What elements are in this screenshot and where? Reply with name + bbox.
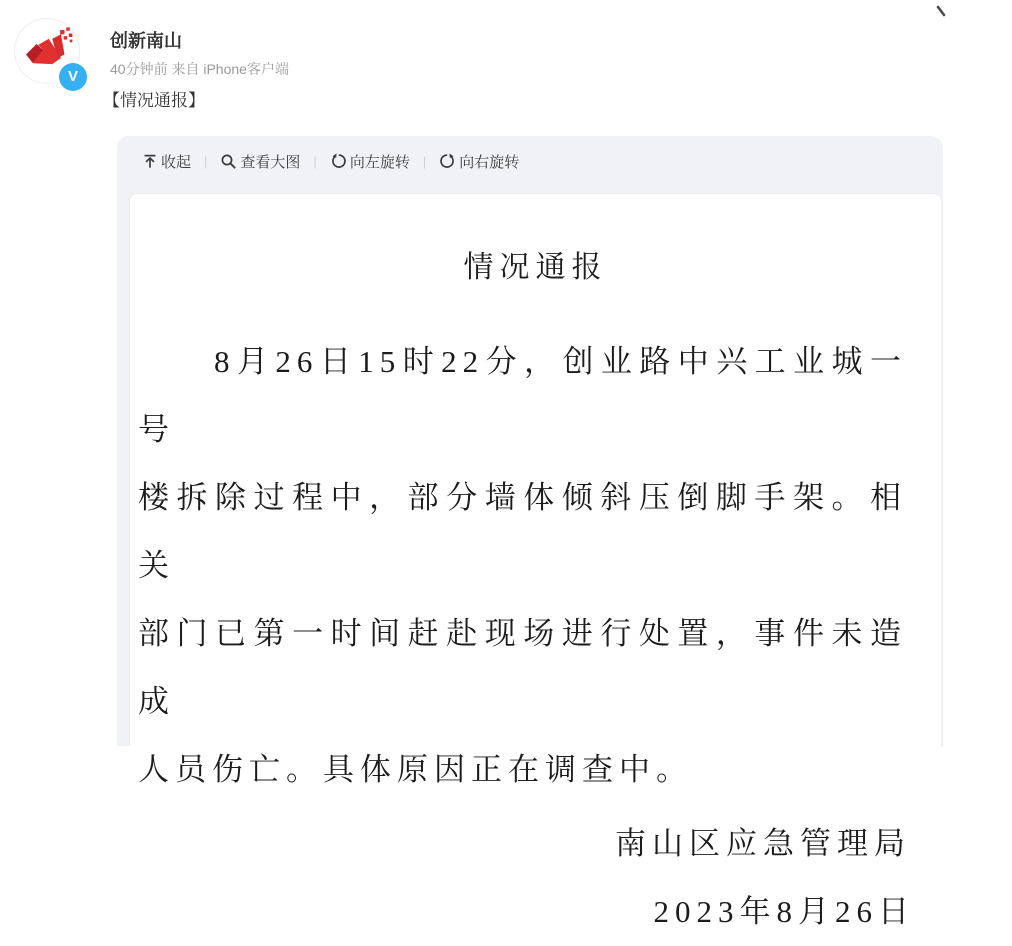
notice-line: 8月26日15时22分，创业路中兴工业城一号 bbox=[138, 344, 907, 447]
avatar[interactable] bbox=[14, 18, 80, 84]
notice-body bbox=[138, 328, 907, 804]
notice-line: 楼拆除过程中，部分墙体倾斜压倒脚手架。相关 bbox=[138, 480, 907, 583]
toolbar-separator: | bbox=[313, 153, 317, 169]
magnifier-icon bbox=[220, 153, 237, 170]
notice-signature: 南山区应急管理局 bbox=[615, 826, 911, 861]
collapse-button[interactable] bbox=[142, 151, 191, 172]
rotate-right-label: 向右旋转 bbox=[459, 153, 520, 171]
post-text: 【情况通报】 bbox=[103, 91, 205, 110]
toolbar-separator: | bbox=[422, 153, 427, 169]
rotate-right-icon bbox=[439, 153, 456, 170]
collapse-label: 收起 bbox=[161, 153, 192, 171]
post-source: 来自 iPhone客户端 bbox=[171, 61, 289, 77]
image-viewer-panel bbox=[117, 136, 943, 929]
image-toolbar bbox=[117, 136, 943, 186]
toolbar-separator: | bbox=[204, 153, 208, 169]
notice-line: 部门已第一时间赶赴现场进行处置，事件未造成 bbox=[138, 616, 907, 719]
rotate-left-icon bbox=[330, 153, 347, 170]
rotate-left-label: 向左旋转 bbox=[349, 153, 410, 171]
collapse-up-icon bbox=[142, 153, 158, 169]
notice-image[interactable] bbox=[129, 193, 942, 929]
notice-date: 2023年8月26日 bbox=[653, 894, 915, 929]
notice-title: 情况通报 bbox=[463, 251, 608, 284]
author-name[interactable]: 创新南山 bbox=[110, 31, 182, 51]
notice-line: 人员伤亡。具体原因正在调查中。 bbox=[138, 752, 693, 787]
view-large-button[interactable] bbox=[220, 151, 300, 172]
mouse-cursor-icon bbox=[936, 6, 948, 20]
post-time: 40分钟前 bbox=[110, 61, 168, 77]
rotate-right-button[interactable] bbox=[439, 151, 519, 172]
view-large-label: 查看大图 bbox=[240, 153, 301, 171]
post-meta bbox=[110, 59, 289, 79]
rotate-left-button[interactable] bbox=[330, 151, 410, 172]
verified-badge: V bbox=[59, 63, 87, 91]
